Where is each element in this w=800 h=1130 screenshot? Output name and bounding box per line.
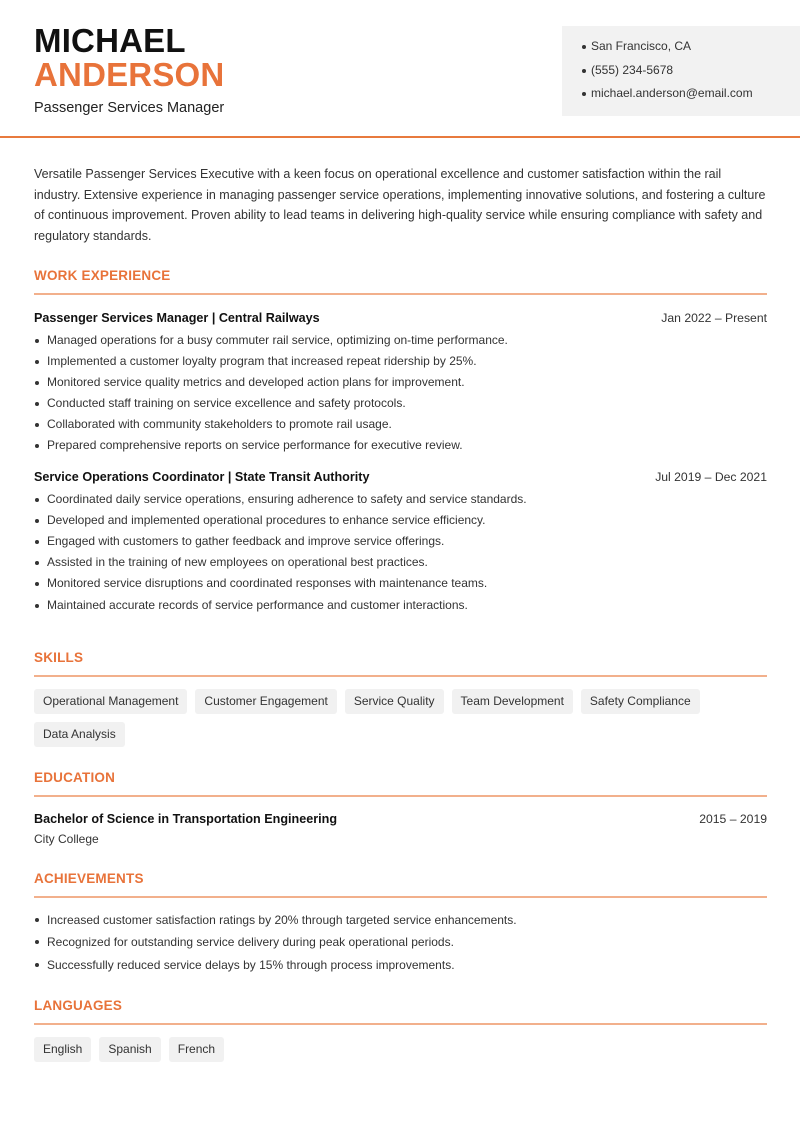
list-item: Maintained accurate records of service performance and customer interactions. — [34, 595, 767, 616]
list-item: Monitored service disruptions and coordinated responses with maintenance teams. — [34, 573, 767, 594]
school-name: City College — [34, 831, 99, 846]
education-date: 2015 – 2019 — [699, 811, 767, 826]
list-item: Engaged with customers to gather feedback and improve service offerings. — [34, 531, 767, 552]
language-tag: French — [169, 1037, 224, 1062]
list-item: Successfully reduced service delays by 15% through process improvements. — [34, 954, 767, 977]
job-date: Jul 2019 – Dec 2021 — [655, 469, 767, 484]
language-tag: English — [34, 1037, 91, 1062]
contact-email[interactable]: michael.anderson@email.com — [582, 82, 800, 106]
job-bullets — [34, 489, 767, 616]
section-title-skills: SKILLS — [34, 650, 84, 665]
section-divider — [34, 1023, 767, 1025]
section-title-achievements: ACHIEVEMENTS — [34, 871, 144, 886]
list-item: Conducted staff training on service excellence and safety protocols. — [34, 393, 767, 414]
section-divider — [34, 675, 767, 677]
skill-tag: Safety Compliance — [581, 689, 700, 714]
skill-tag: Data Analysis — [34, 722, 125, 747]
education-entry — [34, 812, 767, 826]
list-item: Managed operations for a busy commuter rail service, optimizing on-time performance. — [34, 330, 767, 351]
contact-location: San Francisco, CA — [582, 35, 800, 59]
section-divider — [34, 896, 767, 898]
section-divider — [34, 293, 767, 295]
candidate-name — [34, 24, 224, 92]
section-title-languages: LANGUAGES — [34, 998, 123, 1013]
list-item: Recognized for outstanding service delivery during peak operational periods. — [34, 931, 767, 954]
list-item: Collaborated with community stakeholders to promote rail usage. — [34, 414, 767, 435]
contact-box — [562, 26, 800, 116]
section-divider — [34, 795, 767, 797]
skills-list — [34, 689, 734, 747]
list-item: Prepared comprehensive reports on service performance for executive review. — [34, 435, 767, 456]
job-entry — [34, 470, 767, 616]
job-entry — [34, 311, 767, 457]
list-item: Assisted in the training of new employees on operational best practices. — [34, 552, 767, 573]
section-title-work: WORK EXPERIENCE — [34, 268, 171, 283]
list-item: Increased customer satisfaction ratings by 20% through targeted service enhancements. — [34, 909, 767, 932]
resume-header — [0, 0, 800, 138]
degree: Bachelor of Science in Transportation Engineering — [34, 811, 338, 826]
work-experience-section — [34, 268, 767, 616]
summary-text: Versatile Passenger Services Executive with a keen focus on operational excellence and customer satisfaction within the rail industry. Extensive experience in managing passenger service operations, implementing innovative solutions, and fostering a culture of continuous improvement. Proven ability to lead teams in delivering high-quality service while ensuring compliance with safety and regulatory standards. — [34, 167, 766, 244]
list-item: Implemented a customer loyalty program that increased repeat ridership by 25%. — [34, 351, 767, 372]
job-bullets — [34, 330, 767, 457]
achievements-section — [34, 871, 767, 976]
achievements-list — [34, 909, 767, 977]
languages-list — [34, 1037, 734, 1062]
job-role: Passenger Services Manager | Central Railways — [34, 310, 320, 325]
list-item: Monitored service quality metrics and developed action plans for improvement. — [34, 372, 767, 393]
education-section — [34, 770, 767, 846]
skill-tag: Service Quality — [345, 689, 444, 714]
list-item: Coordinated daily service operations, ensuring adherence to safety and service standards. — [34, 489, 767, 510]
first-name: MICHAEL — [34, 22, 186, 59]
language-tag: Spanish — [99, 1037, 160, 1062]
section-title-education: EDUCATION — [34, 770, 116, 785]
resume-body — [34, 164, 767, 1056]
contact-phone: (555) 234-5678 — [582, 59, 800, 83]
skill-tag: Team Development — [452, 689, 573, 714]
last-name: ANDERSON — [34, 56, 225, 93]
skill-tag: Customer Engagement — [195, 689, 336, 714]
languages-section — [34, 998, 767, 1062]
skills-section — [34, 650, 767, 747]
skill-tag: Operational Management — [34, 689, 187, 714]
job-date: Jan 2022 – Present — [661, 310, 767, 325]
job-role: Service Operations Coordinator | State Transit Authority — [34, 469, 370, 484]
candidate-title: Passenger Services Manager — [34, 100, 225, 116]
list-item: Developed and implemented operational procedures to enhance service efficiency. — [34, 510, 767, 531]
